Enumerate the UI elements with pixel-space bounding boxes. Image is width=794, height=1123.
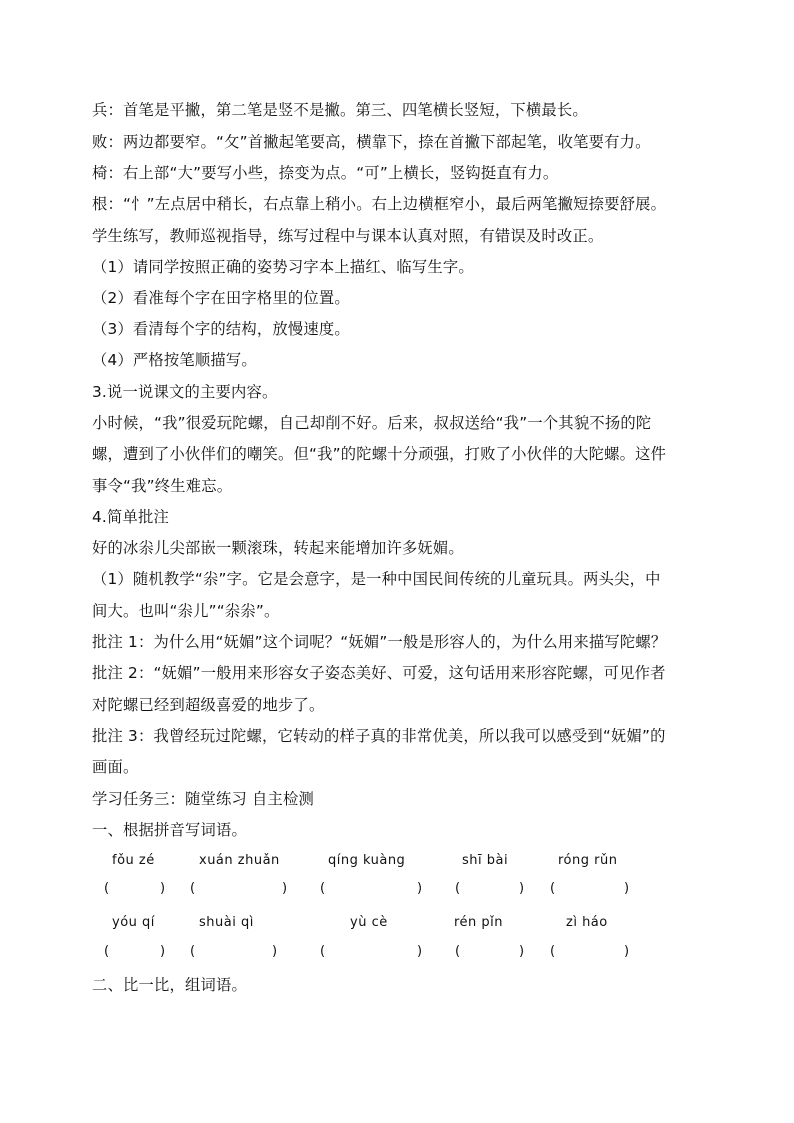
blank-open: ( — [320, 881, 326, 896]
section-heading: 3.说一说课文的主要内容。 — [92, 383, 278, 401]
answer-blank-row — [92, 944, 712, 964]
pinyin-label: shī bài — [462, 853, 509, 868]
blank-open: ( — [190, 944, 196, 959]
section-heading: 4.简单批注 — [92, 508, 169, 526]
pinyin-label: yù cè — [350, 915, 388, 930]
list-item: （1）随机教学“尜”字。它是会意字，是一种中国民间传统的儿童玩具。两头尖，中 — [92, 570, 661, 588]
list-item: （4）严格按笔顺描写。 — [92, 351, 257, 369]
text-line: 小时候，“我”很爱玩陀螺，自己却削不好。后来，叔叔送给“我”一个其貌不扬的陀 — [92, 414, 652, 432]
list-item: （3）看清每个字的结构，放慢速度。 — [92, 320, 350, 338]
text-line: 画面。 — [92, 758, 139, 776]
blank-open: ( — [550, 944, 556, 959]
text-line: 根：“忄”左点居中稍长，右点靠上稍小。右上边横框窄小，最后两笔撇短捺要舒展。 — [92, 195, 667, 213]
pinyin-label: xuán zhuǎn — [199, 853, 280, 868]
pinyin-label: shuài qì — [199, 915, 254, 930]
list-item: （2）看准每个字在田字格里的位置。 — [92, 289, 350, 307]
blank-close: ) — [417, 881, 423, 896]
blank-open: ( — [550, 881, 556, 896]
text-line: 好的冰尜儿尖部嵌一颗滚珠，转起来能增加许多妩媚。 — [92, 539, 464, 557]
text-line: 学生练写，教师巡视指导，练写过程中与课本认真对照，有错误及时改正。 — [92, 227, 604, 245]
text-line: 败：两边都要窄。“攵”首撇起笔要高，横靠下，捺在首撇下部起笔，收笔要有力。 — [92, 133, 651, 151]
annotation-line: 批注 1：为什么用“妩媚”这个词呢？“妩媚”一般是形容人的，为什么用来描写陀螺？ — [92, 633, 667, 651]
annotation-line: 批注 2：“妩媚”一般用来形容女子姿态美好、可爱，这句话用来形容陀螺，可见作者 — [92, 664, 666, 682]
pinyin-row — [92, 915, 712, 935]
blank-close: ) — [272, 944, 278, 959]
blank-open: ( — [455, 881, 461, 896]
pinyin-row — [92, 853, 712, 873]
blank-close: ) — [160, 944, 166, 959]
text-line: 椅：右上部“大”要写小些，捺变为点。“可”上横长，竖钩挺直有力。 — [92, 164, 559, 182]
section-heading: 二、比一比，组词语。 — [92, 976, 247, 994]
text-line: 兵：首笔是平撇，第二笔是竖不是撇。第三、四笔横长竖短，下横最长。 — [92, 101, 588, 119]
blank-open: ( — [104, 881, 110, 896]
pinyin-label: rén pǐn — [454, 915, 504, 930]
section-heading: 学习任务三：随堂练习 自主检测 — [92, 790, 315, 808]
blank-close: ) — [624, 944, 630, 959]
pinyin-label: zì háo — [566, 915, 608, 930]
blank-close: ) — [519, 881, 525, 896]
text-line: 对陀螺已经到超级喜爱的地步了。 — [92, 696, 325, 714]
pinyin-label: róng rǔn — [558, 853, 618, 868]
list-item: （1）请同学按照正确的姿势习字本上描红、临写生字。 — [92, 258, 474, 276]
blank-open: ( — [320, 944, 326, 959]
pinyin-label: fǒu zé — [112, 853, 155, 868]
blank-close: ) — [282, 881, 288, 896]
blank-close: ) — [417, 944, 423, 959]
blank-close: ) — [624, 881, 630, 896]
answer-blank-row — [92, 881, 712, 901]
section-heading: 一、根据拼音写词语。 — [92, 821, 247, 839]
text-line: 间大。也叫“尜儿”“尜尜”。 — [92, 602, 280, 620]
text-line: 螺，遭到了小伙伴们的嘲笑。但“我”的陀螺十分顽强，打败了小伙伴的大陀螺。这件 — [92, 445, 667, 463]
pinyin-label: qíng kuàng — [328, 853, 406, 868]
blank-close: ) — [519, 944, 525, 959]
annotation-line: 批注 3：我曾经玩过陀螺，它转动的样子真的非常优美，所以我可以感受到“妩媚”的 — [92, 727, 666, 745]
pinyin-label: yóu qí — [112, 915, 155, 930]
text-line: 事令“我”终生难忘。 — [92, 477, 233, 495]
blank-open: ( — [455, 944, 461, 959]
blank-open: ( — [190, 881, 196, 896]
blank-open: ( — [104, 944, 110, 959]
blank-close: ) — [160, 881, 166, 896]
